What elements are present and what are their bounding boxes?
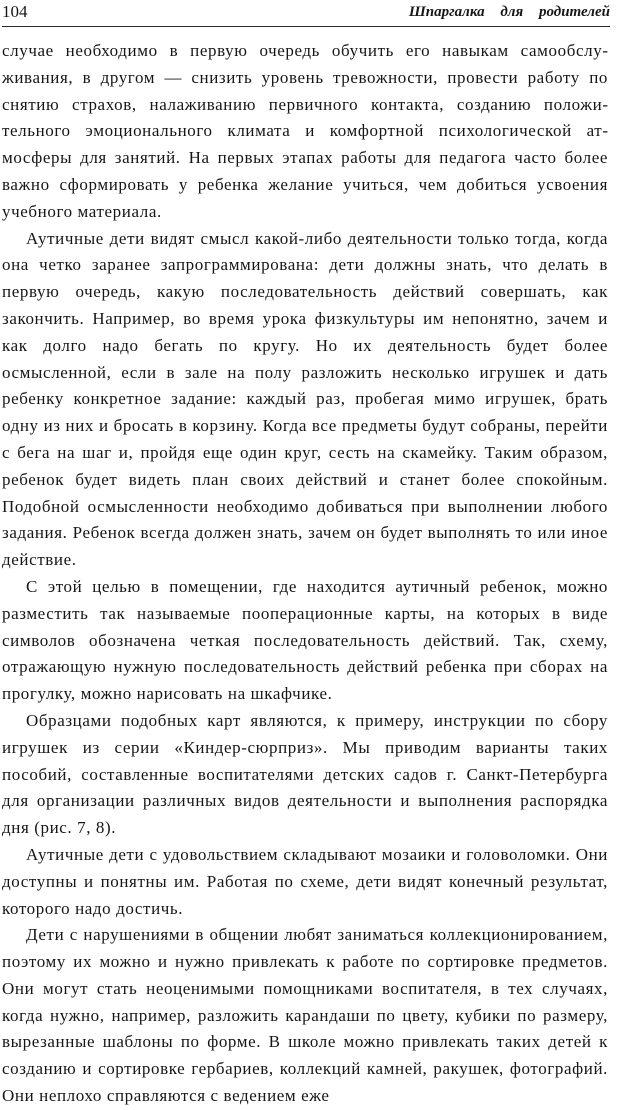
page-header	[2, 2, 610, 27]
paragraph: Образцами подобных карт являются, к примеру, инструкции по сбору игрушек из серии «Киндер-сюрприз». Мы приводим варианты таких пособий, составленные воспитателями детских садов г. Санкт-Петербурга для организации различных видов деятельности и выполнения распорядка дня (рис. 7, 8).	[2, 710, 608, 838]
paragraph-continued: случае необходимо в первую очередь обучить его навыкам самообслуживания, в другом — снизить уровень тревожности, провести работу по снятию страхов, налаживанию первичного контакта, созданию положительного эмоционального климата и комфортной психологической атмосферы для занятий. На первых этапах работы для педагога часто более важно сформировать у ребенка желание учиться, чем добиться усвоения учебного материала.	[2, 41, 608, 221]
paragraph: Дети с нарушениями в общении любят заниматься коллекционированием, поэтому их можно и нужно привлекать к работе по сортировке предметов. Они могут стать неоценимыми помощниками воспитателя, в тех случаях, когда нужно, например, разложить карандаши по цвету, кубики по размеру, вырезанные шаблоны по форме. В школе можно привлекать таких детей к созданию и сортировке гербариев, коллекций камней, ракушек, фотографий. Они неплохо справляются с ведением еже	[2, 925, 608, 1106]
paragraph: Аутичные дети с удовольствием складывают мозаики и головоломки. Они доступны и понятны им. Работая по схеме, дети видят конечный результат, которого надо достичь.	[2, 844, 608, 918]
running-title: Шпаргалка для родителей	[408, 4, 610, 20]
paragraph: С этой целью в помещении, где находится аутичный ребенок, можно разместить так называемые пооперационные карты, на которых в виде символов обозначена четкая последовательность действий. Так, схему, отражающую нужную последовательность действий ребенка при сборах на прогулку, можно нарисовать на шкафчике.	[2, 576, 608, 704]
paragraph: Аутичные дети видят смысл какой-либо деятельности только тогда, когда она четко заранее запрограммирована: дети должны знать, что делать в первую очередь, какую последовательность действий совершать, как закончить. Например, во время урока физкультуры им непонятно, зачем и как долго надо бегать по кругу. Но их деятельность будет более осмысленной, если в зале на полу разложить несколько игрушек и дать ребенку конкретное задание: каждый раз, пробегая мимо игрушек, брать одну из них и бросать в корзину. Когда все предметы будут собраны, перейти с бега на шаг и, пройдя еще один круг, сесть на скамейку. Таким образом, ребенок будет видеть план своих действий и станет более спокойным. Подобной осмысленности необходимо добиваться при выполнении любого задания. Ребенок всегда должен знать, зачем он будет выполнять то или иное действие.	[2, 228, 608, 570]
body-text	[2, 38, 608, 1110]
page-number: 104	[2, 2, 28, 21]
